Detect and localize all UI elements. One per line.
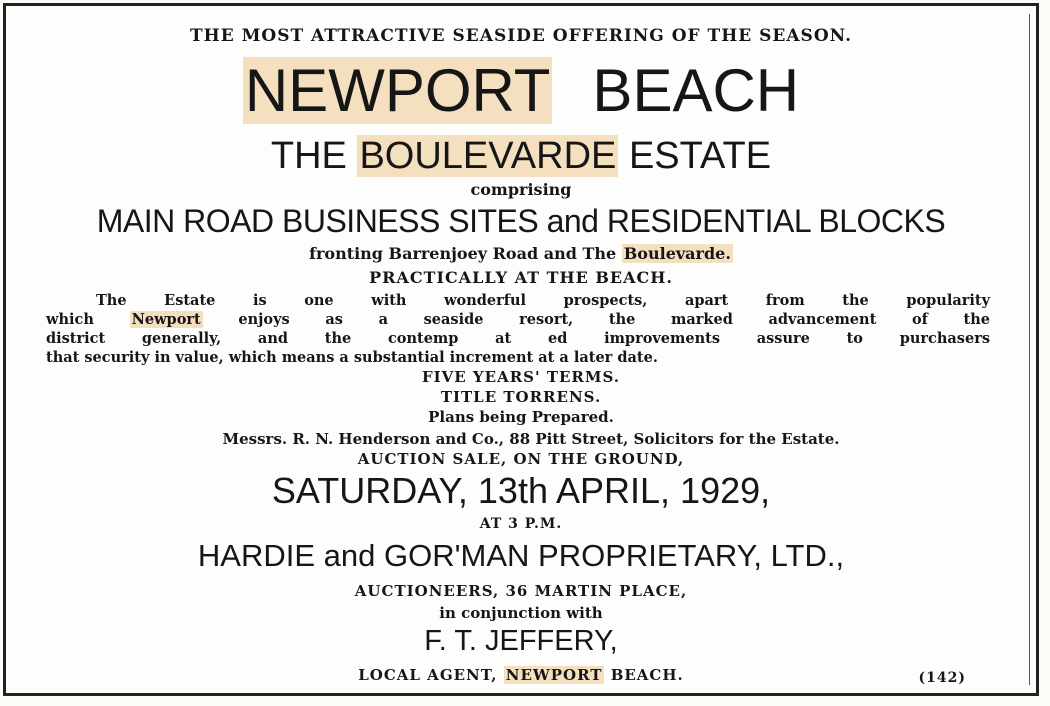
description-paragraph bbox=[46, 291, 990, 367]
local-agent-beach: BEACH. bbox=[610, 666, 684, 684]
terms-line: FIVE YEARS' TERMS. bbox=[421, 368, 621, 386]
para-line-2-a: which bbox=[46, 311, 94, 328]
main-title bbox=[6, 58, 1036, 124]
para-line-3: district generally, and the contemp at ed improvements assure to purchasers bbox=[46, 330, 990, 347]
solicitors-line: Messrs. R. N. Henderson and Co., 88 Pitt Street, Solicitors for the Estate. bbox=[222, 430, 840, 448]
estate-boulevarde: BOULEVARDE bbox=[359, 135, 617, 177]
headline-top: THE MOST ATTRACTIVE SEASIDE OFFERING OF THE SEASON. bbox=[189, 26, 853, 46]
para-line-1: The Estate is one with wonderful prospects, apart from the popularity bbox=[96, 292, 990, 309]
comprising-label: comprising bbox=[470, 180, 572, 199]
para-newport: Newport bbox=[131, 311, 201, 328]
para-line-4: that security in value, which means a substantial increment at a later date. bbox=[46, 349, 658, 366]
estate-word: ESTATE bbox=[628, 135, 772, 177]
estate-the: THE bbox=[270, 135, 347, 177]
local-agent-line bbox=[6, 666, 1036, 684]
reference-number: (142) bbox=[918, 670, 966, 686]
fronting-boulevarde: Boulevarde. bbox=[623, 244, 731, 263]
local-agent-label: LOCAL AGENT, bbox=[358, 666, 498, 684]
sale-time: AT 3 P.M. bbox=[479, 516, 563, 532]
auction-sale-line: AUCTION SALE, ON THE GROUND, bbox=[357, 450, 685, 468]
practically-line: PRACTICALLY AT THE BEACH. bbox=[369, 268, 673, 287]
agent-name: F. T. JEFFERY, bbox=[424, 625, 618, 657]
fronting-line bbox=[6, 244, 1036, 263]
para-line-2 bbox=[46, 310, 990, 329]
auctioneer-name: HARDIE and GOR'MAN PROPRIETARY, LTD., bbox=[197, 538, 845, 573]
plans-line: Plans being Prepared. bbox=[428, 408, 614, 426]
para-line-2-b: enjoys as a seaside resort, the marked advancement of the bbox=[238, 311, 990, 328]
advertisement-frame bbox=[3, 3, 1039, 696]
conjunction-line: in conjunction with bbox=[439, 604, 603, 622]
auctioneer-address: AUCTIONEERS, 36 MARTIN PLACE, bbox=[354, 582, 688, 600]
fronting-text: fronting Barrenjoey Road and The bbox=[309, 244, 617, 263]
title-beach: BEACH bbox=[592, 57, 800, 124]
estate-title bbox=[6, 134, 1036, 178]
local-agent-newport: NEWPORT bbox=[505, 666, 603, 684]
title-torrens-line: TITLE TORRENS. bbox=[440, 388, 602, 406]
sale-date: SATURDAY, 13th APRIL, 1929, bbox=[271, 470, 771, 511]
main-offer: MAIN ROAD BUSINESS SITES and RESIDENTIAL BLOCKS bbox=[96, 203, 946, 239]
title-newport: NEWPORT bbox=[244, 57, 551, 124]
